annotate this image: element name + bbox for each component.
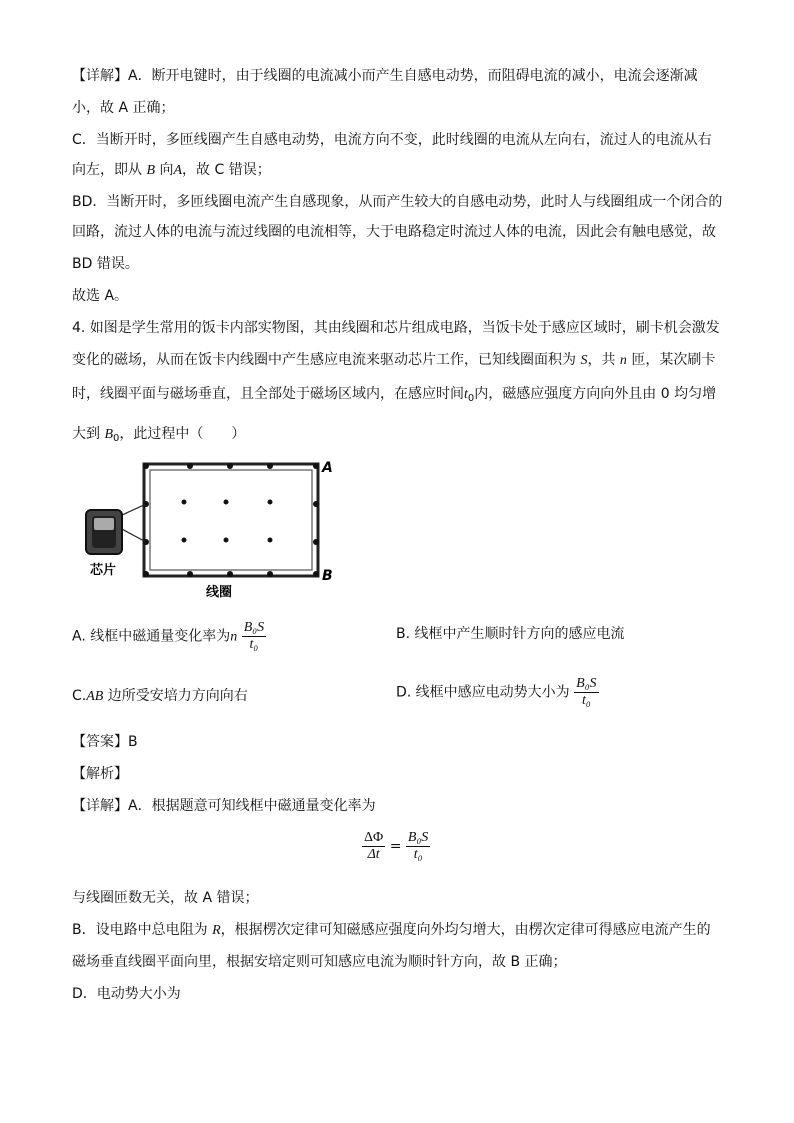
option-a-text: A. 线框中磁通量变化率为 bbox=[72, 628, 231, 645]
label-b: B bbox=[322, 568, 333, 584]
detail3-c: ，根据楞次定律可知磁感应强度向外均匀增大，由楞次定律可得感应电流产生的 bbox=[220, 922, 711, 938]
q4-l4-a: 大到 bbox=[72, 426, 105, 442]
var-t: t bbox=[464, 387, 468, 402]
detail-line-1: 【详解】A．断开电键时，由于线圈的电流减小而产生自感电动势，而阻碍电流的减小，电流会逐渐减 bbox=[72, 68, 698, 84]
frac-denominator-d: t₀ bbox=[581, 693, 591, 708]
eq-right-num: B₀S bbox=[407, 830, 429, 845]
eq-left-num: ΔΦ bbox=[364, 830, 384, 845]
eq-left-fraction bbox=[362, 830, 385, 863]
detail-line-2: 小，故 A 正确； bbox=[72, 100, 175, 116]
eq-left-den: Δt bbox=[367, 847, 380, 862]
var-b: B bbox=[146, 163, 156, 178]
var-a: A bbox=[173, 163, 183, 178]
label-a: A bbox=[322, 460, 333, 476]
detail3-a: B．设电路中总电阻为 bbox=[72, 922, 213, 938]
answer-detail-1: 【详解】A．根据题意可知线框中磁通量变化率为 bbox=[72, 798, 376, 814]
question-4-line-4 bbox=[72, 424, 245, 449]
option-c-text: 边所受安培力方向向右 bbox=[103, 688, 248, 704]
detail-line-4-c: 向 bbox=[155, 162, 174, 178]
option-a-n: n bbox=[230, 629, 238, 645]
option-b: B. 线框中产生顺时针方向的感应电流 bbox=[396, 626, 625, 642]
question-4-line-2 bbox=[72, 350, 715, 371]
option-a bbox=[72, 620, 266, 653]
q4-l4-d: ，此过程中（ ） bbox=[119, 426, 246, 442]
sub-0: 0 bbox=[467, 393, 475, 404]
question-4-line-1: 4. 如图是学生常用的饭卡内部实物图，其由线圈和芯片组成电路，当饭卡处于感应区域时，刷卡机会激发 bbox=[72, 320, 720, 336]
answer-detail-4: 磁场垂直线圈平面向里，根据安培定则可知感应电流为顺时针方向，故 B 正确； bbox=[72, 954, 567, 970]
frac-numerator: B₀S bbox=[243, 620, 265, 635]
eq-equals: = bbox=[389, 838, 402, 855]
option-a-fraction bbox=[242, 620, 266, 653]
detail-line-6: 回路，流过人体的电流与流过线圈的电流相等，大于电路稳定时流过人体的电流，因此会有触电感觉，故 bbox=[72, 224, 716, 240]
frame-dots bbox=[143, 463, 319, 577]
option-d-fraction bbox=[574, 676, 598, 709]
q4-l2-a: 变化的磁场，从而在饭卡内线圈中产生感应电流来驱动芯片工作，已知线圈面积为 bbox=[72, 352, 581, 368]
frac-numerator-d: B₀S bbox=[576, 676, 597, 691]
var-n: n bbox=[619, 353, 627, 368]
option-d-text: D. 线框中感应电动势大小为 bbox=[396, 684, 570, 701]
answer-label: 【答案】B bbox=[72, 734, 138, 750]
card-coil-figure bbox=[80, 458, 350, 608]
detail-line-4 bbox=[72, 160, 271, 181]
answer-detail-3 bbox=[72, 920, 711, 941]
analysis-label: 【解析】 bbox=[72, 766, 128, 782]
frac-denominator: t₀ bbox=[249, 637, 259, 652]
option-d bbox=[396, 676, 599, 709]
coil-frame-inner bbox=[150, 470, 312, 570]
magnetic-field-dots bbox=[182, 500, 273, 543]
chip-label: 芯片 bbox=[90, 563, 117, 578]
eq-right-den: t₀ bbox=[413, 847, 423, 862]
var-r: R bbox=[212, 923, 221, 938]
detail-line-5: BD．当断开时，多匝线圈电流产生自感现象，从而产生较大的自感电动势，此时人与线圈组成一个闭合的 bbox=[72, 194, 723, 210]
eq-right-fraction bbox=[406, 830, 430, 863]
option-c bbox=[72, 686, 248, 707]
detail-line-4-a: 向左，即从 bbox=[72, 162, 147, 178]
var-s: S bbox=[580, 353, 588, 368]
option-c-prefix: C. bbox=[72, 688, 87, 704]
q4-l2-c: ，共 bbox=[587, 352, 620, 368]
q4-l3-a: 时，线圈平面与磁场垂直，且全部处于磁场区域内，在感应时间 bbox=[72, 386, 464, 402]
option-c-ab: AB bbox=[86, 689, 104, 704]
q4-l3-d: 内，磁感应强度方向向外且由 0 均匀增 bbox=[474, 386, 717, 402]
detail-line-7: BD 错误。 bbox=[72, 256, 139, 272]
flux-rate-equation bbox=[362, 830, 430, 863]
detail-line-4-e: ，故 C 错误； bbox=[182, 162, 271, 178]
detail-line-3: C．当断开时，多匝线圈产生自感电动势，电流方向不变，此时线圈的电流从左向右，流过人的电流从右 bbox=[72, 132, 712, 148]
question-4-line-3 bbox=[72, 384, 716, 409]
q4-l2-e: 匝，某次刷卡 bbox=[626, 352, 716, 368]
sub-0b: 0 bbox=[113, 433, 120, 444]
coil-frame-outer bbox=[144, 464, 318, 576]
conclusion-line: 故选 A。 bbox=[72, 288, 129, 304]
var-b0: B bbox=[104, 427, 114, 442]
coil-label: 线圈 bbox=[206, 585, 233, 600]
answer-detail-2: 与线圈匝数无关，故 A 错误； bbox=[72, 890, 259, 906]
answer-detail-5: D．电动势大小为 bbox=[72, 986, 181, 1002]
